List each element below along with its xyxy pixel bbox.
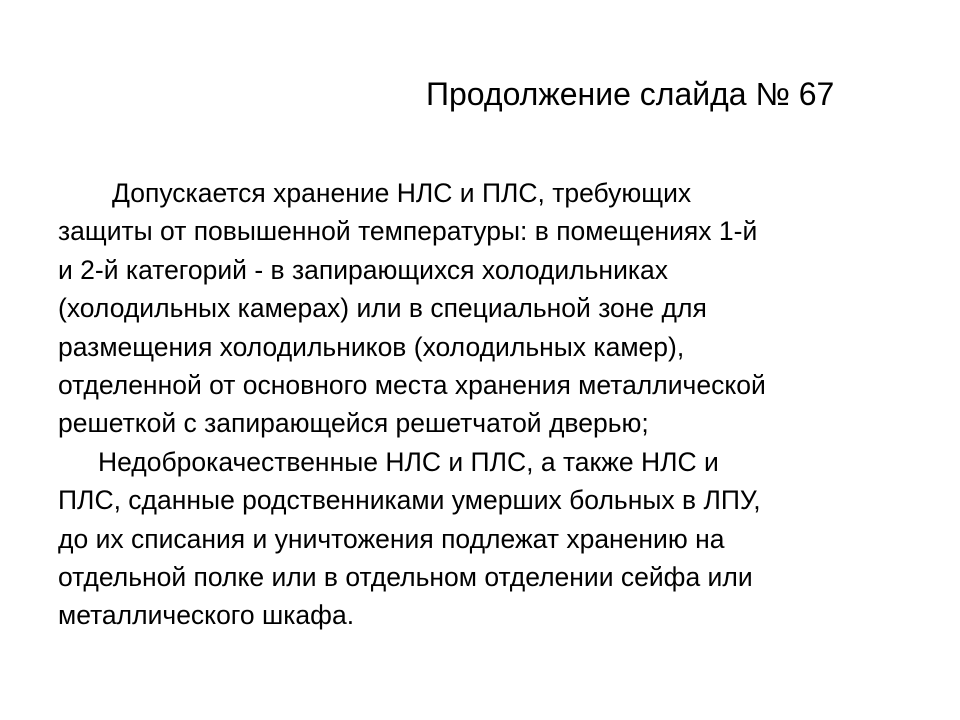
- paragraph-line: Допускается хранение НЛС и ПЛС, требующих: [112, 178, 692, 208]
- slide-title: Продолжение слайда № 67: [426, 76, 835, 112]
- paragraph-line: решеткой с запирающейся решетчатой дверью;: [58, 408, 649, 439]
- paragraph-line: размещения холодильников (холодильных камер),: [58, 331, 685, 362]
- paragraph-line: (холодильных камерах) или в специальной зоне для: [58, 293, 707, 324]
- paragraph-line: металлического шкафа.: [58, 600, 355, 631]
- paragraph-line: защиты от повышенной температуры: в помещениях 1-й: [58, 216, 758, 247]
- paragraph-line: Недоброкачественные НЛС и ПЛС, а также НЛС и: [98, 446, 719, 477]
- paragraph-line: и 2-й категорий - в запирающихся холодильниках: [58, 254, 669, 285]
- slide-body: [58, 174, 918, 635]
- paragraph-line: отдельной полке или в отдельном отделении сейфа или: [58, 562, 753, 593]
- paragraph-line: до их списания и уничтожения подлежат хранению на: [58, 523, 725, 554]
- paragraph-substandard-drugs: [58, 443, 918, 635]
- paragraph-storage-conditions: [58, 174, 918, 443]
- paragraph-line: ПЛС, сданные родственниками умерших больных в ЛПУ,: [58, 485, 761, 516]
- paragraph-line: отделенной от основного места хранения металлической: [58, 370, 766, 401]
